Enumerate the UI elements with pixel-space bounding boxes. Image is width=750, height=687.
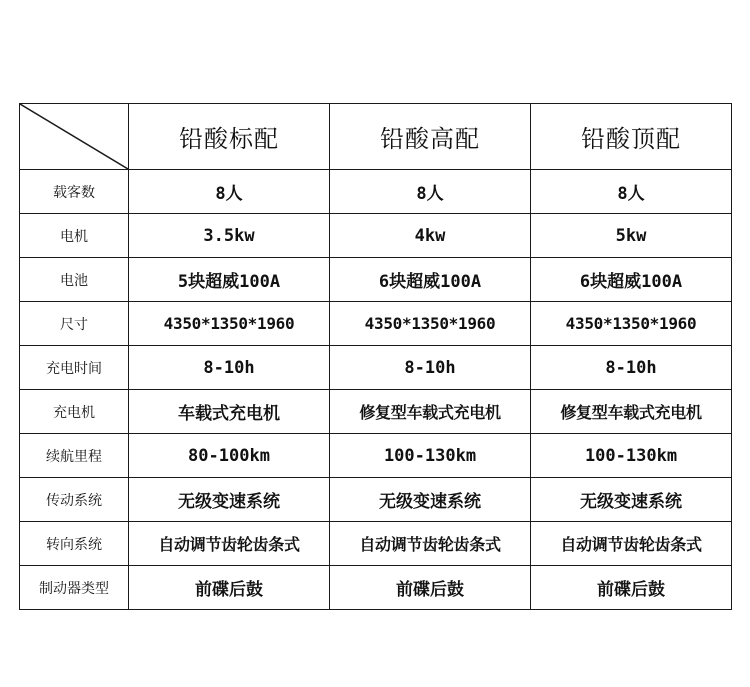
column-header-top: 铅酸顶配 — [531, 104, 732, 170]
table-cell: 8-10h — [531, 346, 732, 390]
table-cell: 无级变速系统 — [129, 478, 330, 522]
row-label: 尺寸 — [20, 302, 129, 346]
table-row-charger — [20, 390, 732, 434]
table-cell: 无级变速系统 — [330, 478, 531, 522]
table-row-brakes — [20, 566, 732, 610]
table-row-motor — [20, 214, 732, 258]
table-cell: 前碟后鼓 — [129, 566, 330, 610]
table-cell: 5块超威100A — [129, 258, 330, 302]
row-label: 制动器类型 — [20, 566, 129, 610]
table-cell: 自动调节齿轮齿条式 — [330, 522, 531, 566]
table-row-passengers — [20, 170, 732, 214]
table-cell: 无级变速系统 — [531, 478, 732, 522]
table-row-range — [20, 434, 732, 478]
table-cell: 3.5kw — [129, 214, 330, 258]
spec-table — [19, 103, 732, 610]
table-cell: 8-10h — [129, 346, 330, 390]
row-label: 传动系统 — [20, 478, 129, 522]
table-cell: 5kw — [531, 214, 732, 258]
row-label: 续航里程 — [20, 434, 129, 478]
column-header-high: 铅酸高配 — [330, 104, 531, 170]
table-cell: 4kw — [330, 214, 531, 258]
row-label: 转向系统 — [20, 522, 129, 566]
row-label: 电池 — [20, 258, 129, 302]
table-row-transmission — [20, 478, 732, 522]
table-cell: 8人 — [330, 170, 531, 214]
table-cell: 前碟后鼓 — [330, 566, 531, 610]
table-cell: 8-10h — [330, 346, 531, 390]
table-cell: 6块超威100A — [330, 258, 531, 302]
corner-cell — [20, 104, 129, 170]
table-cell: 6块超威100A — [531, 258, 732, 302]
header-row — [20, 104, 732, 170]
table-cell: 100-130km — [531, 434, 732, 478]
row-label: 载客数 — [20, 170, 129, 214]
row-label: 充电时间 — [20, 346, 129, 390]
table-cell: 4350*1350*1960 — [129, 302, 330, 346]
table-cell: 自动调节齿轮齿条式 — [531, 522, 732, 566]
table-row-charge-time — [20, 346, 732, 390]
table-cell: 车载式充电机 — [129, 390, 330, 434]
row-label: 充电机 — [20, 390, 129, 434]
table-row-battery — [20, 258, 732, 302]
table-row-dimensions — [20, 302, 732, 346]
diagonal-divider — [20, 104, 128, 169]
table-cell: 80-100km — [129, 434, 330, 478]
table-cell: 4350*1350*1960 — [330, 302, 531, 346]
table-cell: 8人 — [129, 170, 330, 214]
table-cell: 自动调节齿轮齿条式 — [129, 522, 330, 566]
table-cell: 4350*1350*1960 — [531, 302, 732, 346]
column-header-standard: 铅酸标配 — [129, 104, 330, 170]
table-cell: 前碟后鼓 — [531, 566, 732, 610]
table-cell: 修复型车载式充电机 — [531, 390, 732, 434]
table-row-steering — [20, 522, 732, 566]
table-cell: 修复型车载式充电机 — [330, 390, 531, 434]
row-label: 电机 — [20, 214, 129, 258]
table-cell: 100-130km — [330, 434, 531, 478]
table-cell: 8人 — [531, 170, 732, 214]
